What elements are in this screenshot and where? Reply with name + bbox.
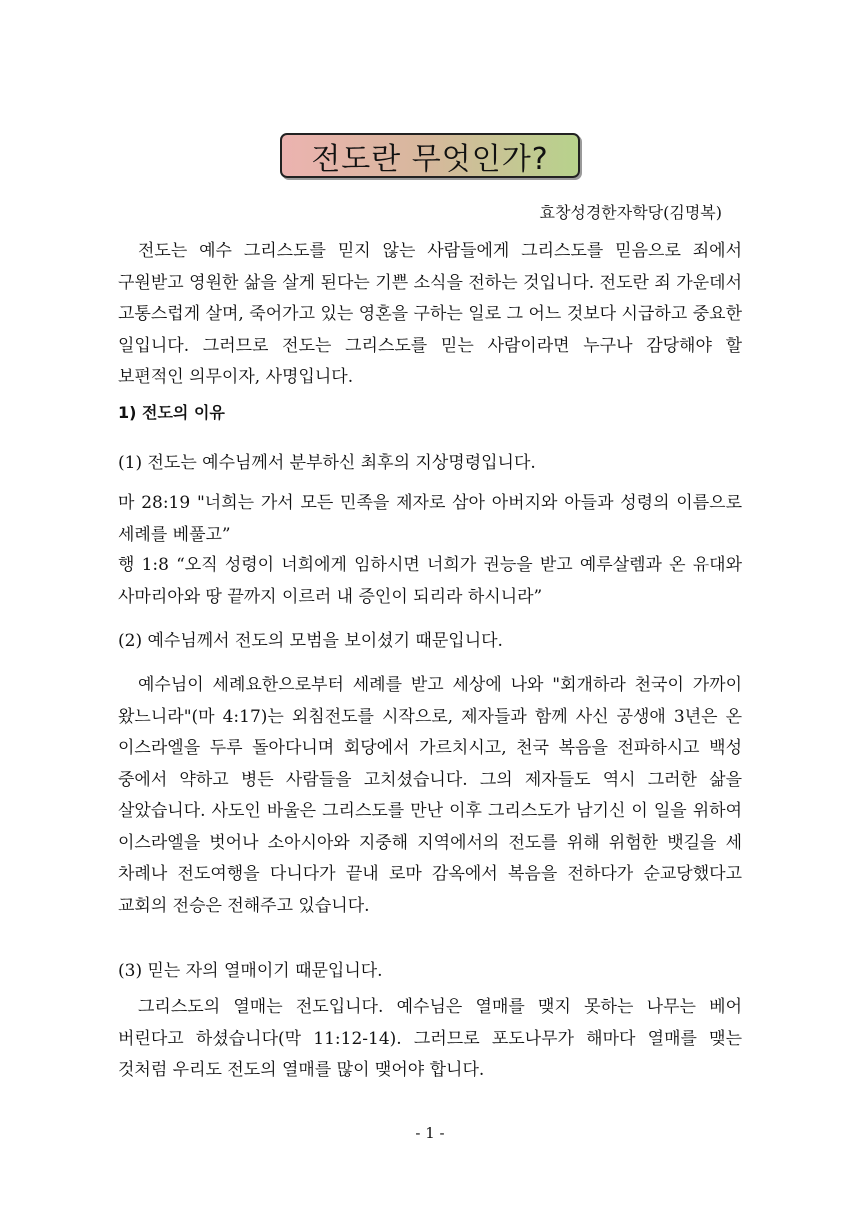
page-title: 전도란 무엇인가? <box>311 141 549 177</box>
intro-paragraph: 전도는 예수 그리스도를 믿지 않는 사람들에게 그리스도를 믿음으로 죄에서 구원받고 영원한 삶을 살게 된다는 기쁜 소식을 전하는 것입니다. 전도란 죄 가운데서 고통스럽게 살며, 죽어가고 있는 영혼을 구하는 일로 그 어느 것보다 시급하고 중요한 일입니다. 그러므로 전도는 그리스도를 믿는 사람이라면 누구나 감당해야 할 보편적인 의무이자, 사명입니다. <box>118 241 742 387</box>
title-banner <box>280 133 580 178</box>
reason-1-heading: (1) 전도는 예수님께서 분부하신 최후의 지상명령입니다. <box>118 453 536 473</box>
verse-matthew-28-19: 마 28:19 "너희는 가서 모든 민족을 제자로 삼아 아버지와 아들과 성령의 이름으로 세례를 베풀고” <box>118 493 742 545</box>
reason-3-paragraph: 그리스도의 열매는 전도입니다. 예수님은 열매를 맺지 못하는 나무는 베어 버린다고 하셨습니다(막 11:12-14). 그러므로 포도나무가 해마다 열매를 맺는 것처럼 우리도 전도의 열매를 많이 맺어야 합니다. <box>118 997 742 1080</box>
reason-2-heading: (2) 예수님께서 전도의 모범을 보이셨기 때문입니다. <box>118 631 503 651</box>
section-heading-reasons: 1) 전도의 이유 <box>118 403 225 422</box>
reason-2-paragraph: 예수님이 세례요한으로부터 세례를 받고 세상에 나와 "회개하라 천국이 가까이 왔느니라"(마 4:17)는 외침전도를 시작으로, 제자들과 함께 사신 공생애 3년은 온 이스라엘을 두루 돌아다니며 회당에서 가르치시고, 천국 복음을 전파하시고 백성 중에서 약하고 병든 사람들을 고치셨습니다. 그의 제자들도 역시 그러한 삶을 살았습니다. 사도인 바울은 그리스도를 만난 이후 그리스도가 남기신 이 일을 위하여 이스라엘을 벗어나 소아시아와 지중해 지역에서의 전도를 위해 위험한 뱃길을 세 차례나 전도여행을 다니다가 끝내 로마 감옥에서 복음을 전하다가 순교당했다고 교회의 전승은 전해주고 있습니다. <box>118 675 742 916</box>
reason-3-heading: (3) 믿는 자의 열매이기 때문입니다. <box>118 961 383 981</box>
page-number: - 1 - <box>415 1124 445 1142</box>
author-line: 효창성경한자학당(김명복) <box>539 203 722 222</box>
verse-acts-1-8: 행 1:8 “오직 성령이 너희에게 임하시면 너희가 권능을 받고 예루살렘과 온 유대와 사마리아와 땅 끝까지 이르러 내 증인이 되리라 하시니라” <box>118 555 742 607</box>
